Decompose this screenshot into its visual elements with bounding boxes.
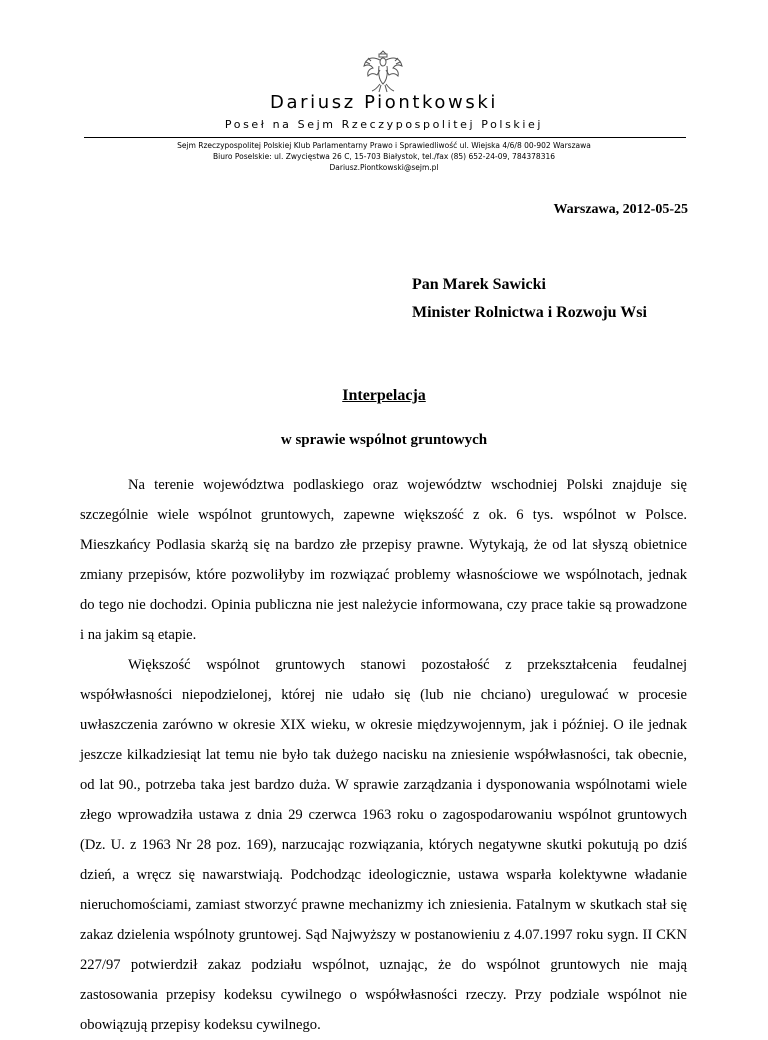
polish-eagle-emblem-icon: [362, 48, 404, 94]
sender-role: Poseł na Sejm Rzeczypospolitej Polskiej: [224, 118, 544, 131]
letter-body: [80, 470, 687, 1040]
body-paragraph: Większość wspólnot gruntowych stanowi pozostałość z przekształcenia feudalnej współwłasności niepodzielonej, której nie udało się (lub nie chciano) uregulować w procesie uwłaszczenia zarówno w okresie XIX wieku, w okresie międzywojennym, jak i później. O ile jednak jeszcze kilkadziesiąt lat temu nie było tak dużego nacisku na zniesienie współwłasności, tak obecnie, od lat 90., potrzeba taka jest bardzo duża. W sprawie zarządzania i dysponowania wspólnotami wiele złego wprowadziła ustawa z dnia 29 czerwca 1963 roku o zagospodarowaniu wspólnot gruntowych (Dz. U. z 1963 Nr 28 poz. 169), narzucając rozwiązania, których negatywne skutki pokutują po dziś dzień, a wręcz się nawarstwiają. Podchodząc ideologicznie, ustawa wsparła kolektywne władanie nieruchomościami, zamiast stworzyć prawne mechanizmy ich zniesienia. Fatalnym w skutkach stał się zakaz dzielenia wspólnoty gruntowej. Sąd Najwyższy w postanowieniu z 4.07.1997 roku sygn. II CKN 227/97 potwierdził zakaz podziału wspólnot, uznając, że do wspólnot gruntowych nie mają zastosowania przepisy kodeksu cywilnego o współwłasności rzeczy. Przy podziale wspólnot nie obowiązują przepisy kodeksu cywilnego.: [80, 657, 687, 1033]
letter-date: Warszawa, 2012-05-25: [553, 202, 688, 217]
recipient-name: Pan Marek Sawicki: [412, 276, 546, 293]
document-subtitle: w sprawie wspólnot gruntowych: [280, 432, 488, 448]
body-paragraph: Na terenie województwa podlaskiego oraz województw wschodniej Polski znajduje się szczególnie wiele wspólnot gruntowych, zapewne większość z ok. 6 tys. wspólnot w Polsce. Mieszkańcy Podlasia skarżą się na bardzo złe przepisy prawne. Wytykają, że od lat słyszą obietnice zmiany przepisów, które pozwoliłyby im rozwiązać problemy własnościowe we wspólnotach, jednak do tego nie dochodzi. Opinia publiczna nie jest należycie informowana, czy prace takie są prowadzone i na jakim są etapie.: [80, 477, 687, 643]
email-address[interactable]: Dariusz.Piontkowski@sejm.pl: [329, 163, 439, 172]
address-line-office: Biuro Poselskie: ul. Zwycięstwa 26 C, 15-703 Białystok, tel./fax (85) 652-24-09, 784378316: [212, 152, 556, 161]
header-divider: [84, 137, 686, 138]
sender-name: Dariusz Piontkowski: [270, 92, 498, 113]
document-title: Interpelacja: [342, 387, 426, 404]
address-line-parliament: Sejm Rzeczypospolitej Polskiej Klub Parlamentarny Prawo i Sprawiedliwość ul. Wiejska 4/6/8 00-902 Warszawa: [177, 141, 591, 150]
recipient-position: Minister Rolnictwa i Rozwoju Wsi: [412, 304, 647, 321]
